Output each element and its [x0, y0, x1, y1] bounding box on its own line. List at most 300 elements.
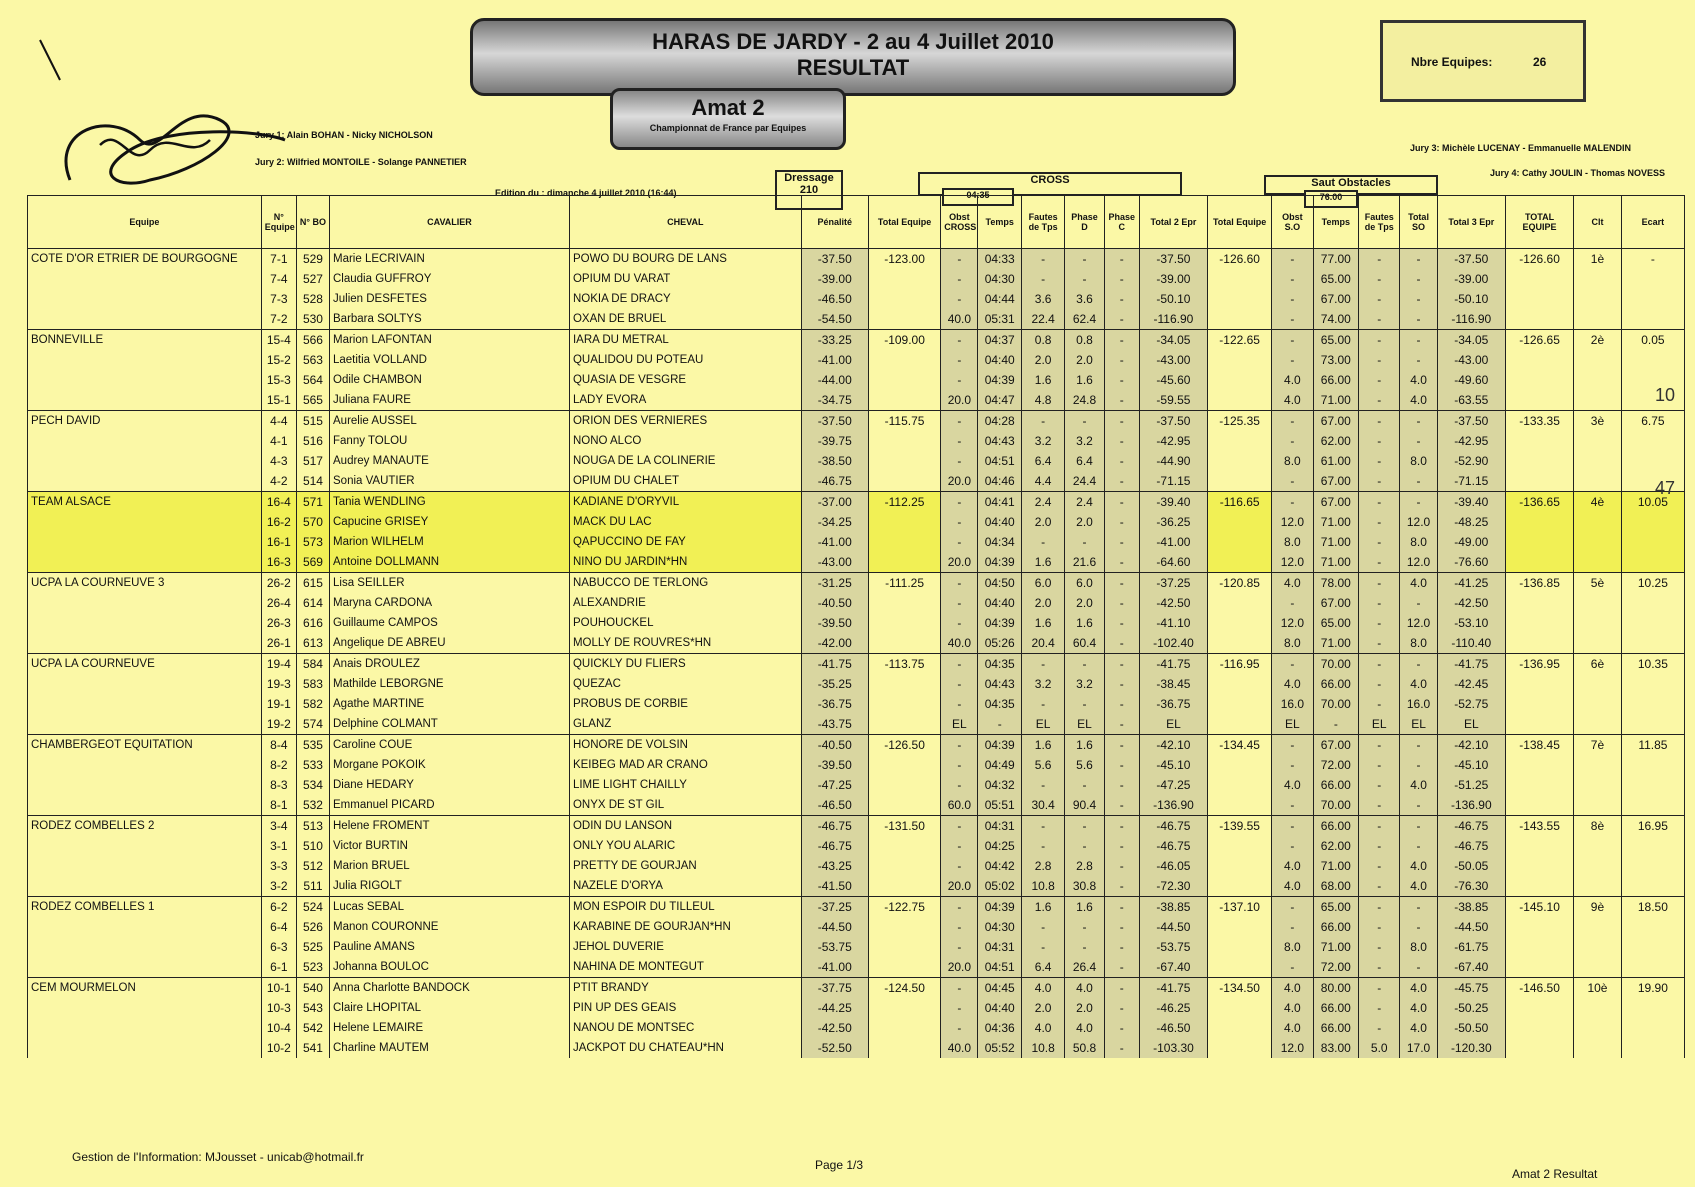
table-cell: KEIBEG MAD AR CRANO	[569, 755, 801, 775]
table-cell: -46.75	[1437, 816, 1505, 837]
table-cell: -42.50	[1139, 593, 1207, 613]
table-cell: 534	[296, 775, 329, 795]
table-cell: -43.75	[801, 714, 868, 735]
table-cell	[1505, 613, 1573, 633]
table-cell: NONO ALCO	[569, 431, 801, 451]
table-cell: -38.45	[1139, 674, 1207, 694]
table-cell: 70.00	[1313, 654, 1359, 675]
table-cell: EL	[1272, 714, 1313, 735]
table-cell	[1621, 775, 1684, 795]
table-cell: Barbara SOLTYS	[330, 309, 570, 330]
saut-time: 76.00	[1319, 192, 1343, 202]
table-cell: -34.75	[801, 390, 868, 411]
table-cell: EL	[1065, 714, 1104, 735]
column-header: N° BO	[296, 196, 329, 249]
table-cell: 564	[296, 370, 329, 390]
table-cell: -	[941, 897, 978, 918]
table-cell: IARA DU METRAL	[569, 330, 801, 351]
table-cell: 4.0	[1400, 775, 1437, 795]
table-cell	[1574, 937, 1622, 957]
table-cell: 532	[296, 795, 329, 816]
table-cell: 16-3	[261, 552, 296, 573]
table-cell: 1.6	[1021, 897, 1064, 918]
table-cell	[1621, 431, 1684, 451]
table-cell: -54.50	[801, 309, 868, 330]
table-row	[28, 431, 1685, 451]
table-cell: 65.00	[1313, 613, 1359, 633]
table-cell	[868, 856, 940, 876]
table-cell: -36.75	[1139, 694, 1207, 714]
table-cell: -	[1400, 836, 1437, 856]
table-cell: -136.90	[1437, 795, 1505, 816]
table-cell: 615	[296, 573, 329, 594]
table-cell: -	[1272, 897, 1313, 918]
table-cell: 68.00	[1313, 876, 1359, 897]
table-cell: 7è	[1574, 735, 1622, 756]
table-row	[28, 897, 1685, 918]
table-cell: 60.0	[941, 795, 978, 816]
table-cell: -	[1359, 775, 1400, 795]
table-cell: -	[941, 330, 978, 351]
table-cell: -	[1021, 694, 1064, 714]
table-cell: 77.00	[1313, 249, 1359, 270]
table-row	[28, 816, 1685, 837]
table-cell: -110.40	[1437, 633, 1505, 654]
table-cell: -	[1065, 836, 1104, 856]
table-cell: -	[941, 654, 978, 675]
table-cell: -52.75	[1437, 694, 1505, 714]
table-cell	[1505, 674, 1573, 694]
table-cell: 12.0	[1400, 552, 1437, 573]
table-cell	[28, 1038, 262, 1058]
column-header: Fautes de Tps	[1359, 196, 1400, 249]
table-cell: -42.50	[1437, 593, 1505, 613]
table-cell: -64.60	[1139, 552, 1207, 573]
table-cell: -46.50	[1139, 1018, 1207, 1038]
column-header: Obst S.O	[1272, 196, 1313, 249]
table-cell	[1505, 998, 1573, 1018]
table-cell: 583	[296, 674, 329, 694]
table-cell: -50.50	[1437, 1018, 1505, 1038]
column-header: Temps	[1313, 196, 1359, 249]
table-cell: 10.25	[1621, 573, 1684, 594]
table-cell: 04:31	[978, 937, 1021, 957]
table-cell: -	[1021, 532, 1064, 552]
table-cell: 90.4	[1065, 795, 1104, 816]
table-cell	[1505, 309, 1573, 330]
table-cell	[28, 1018, 262, 1038]
table-cell: 526	[296, 917, 329, 937]
table-cell: 8.0	[1400, 451, 1437, 471]
table-cell: 4.0	[1400, 998, 1437, 1018]
table-cell	[1621, 836, 1684, 856]
table-cell: 542	[296, 1018, 329, 1038]
table-cell: 04:31	[978, 816, 1021, 837]
table-cell: -	[1359, 390, 1400, 411]
table-cell: 04:45	[978, 978, 1021, 999]
table-cell: -	[1400, 755, 1437, 775]
table-cell: -41.75	[801, 654, 868, 675]
table-cell: 04:36	[978, 1018, 1021, 1038]
table-row	[28, 755, 1685, 775]
table-cell: -42.45	[1437, 674, 1505, 694]
saut-label: Saut Obstacles	[1311, 177, 1391, 189]
table-cell: -	[1104, 674, 1139, 694]
table-cell	[1208, 431, 1272, 451]
table-cell: COTE D'OR ETRIER DE BOURGOGNE	[28, 249, 262, 270]
table-cell: -	[941, 998, 978, 1018]
table-cell: -	[1021, 917, 1064, 937]
table-cell: -42.10	[1437, 735, 1505, 756]
table-row	[28, 978, 1685, 999]
table-cell: 19-4	[261, 654, 296, 675]
table-cell: 20.4	[1021, 633, 1064, 654]
table-cell: 71.00	[1313, 633, 1359, 654]
table-cell: 67.00	[1313, 471, 1359, 492]
table-cell: Marion WILHELM	[330, 532, 570, 552]
column-header: TOTAL EQUIPE	[1505, 196, 1573, 249]
table-cell: -	[1104, 512, 1139, 532]
table-cell: 3.2	[1065, 674, 1104, 694]
column-header: Phase D	[1065, 196, 1104, 249]
table-cell: Johanna BOULOC	[330, 957, 570, 978]
table-cell: -42.95	[1139, 431, 1207, 451]
table-cell: UCPA LA COURNEUVE 3	[28, 573, 262, 594]
table-cell: UCPA LA COURNEUVE	[28, 654, 262, 675]
table-cell: -	[1104, 593, 1139, 613]
table-cell: -	[1104, 269, 1139, 289]
table-cell	[1621, 694, 1684, 714]
table-cell	[868, 1018, 940, 1038]
table-cell: EL	[1021, 714, 1064, 735]
event-title: HARAS DE JARDY - 2 au 4 Juillet 2010	[652, 29, 1054, 54]
table-cell: -45.75	[1437, 978, 1505, 999]
dressage-value: 210	[799, 184, 819, 196]
table-cell: 04:49	[978, 755, 1021, 775]
table-cell: Julia RIGOLT	[330, 876, 570, 897]
table-cell: 12.0	[1272, 1038, 1313, 1058]
table-cell	[1208, 471, 1272, 492]
table-cell: -	[1359, 937, 1400, 957]
table-cell: -42.10	[1139, 735, 1207, 756]
table-cell: 6.4	[1021, 957, 1064, 978]
table-cell: 565	[296, 390, 329, 411]
table-cell: 61.00	[1313, 451, 1359, 471]
table-cell	[28, 674, 262, 694]
table-cell: -41.10	[1139, 613, 1207, 633]
table-cell: 525	[296, 937, 329, 957]
table-cell: -102.40	[1139, 633, 1207, 654]
table-cell: -45.10	[1437, 755, 1505, 775]
table-cell: Audrey MANAUTE	[330, 451, 570, 471]
table-cell: 4.0	[1272, 856, 1313, 876]
table-cell: -35.25	[801, 674, 868, 694]
table-cell: 2.0	[1065, 350, 1104, 370]
table-cell: -112.25	[868, 492, 940, 513]
table-cell: Lisa SEILLER	[330, 573, 570, 594]
footer-info: Gestion de l'Information: MJousset - unicab@hotmail.fr	[72, 1150, 364, 1164]
table-cell: Tania WENDLING	[330, 492, 570, 513]
table-cell: 11.85	[1621, 735, 1684, 756]
table-cell: 517	[296, 451, 329, 471]
table-cell: EL	[1437, 714, 1505, 735]
table-cell: POUHOUCKEL	[569, 613, 801, 633]
table-cell: -46.75	[1437, 836, 1505, 856]
table-cell: -	[941, 937, 978, 957]
table-cell: -	[1104, 735, 1139, 756]
table-cell: 04:46	[978, 471, 1021, 492]
column-header: N° Equipe	[261, 196, 296, 249]
table-cell: 3è	[1574, 411, 1622, 432]
table-cell: -	[1272, 492, 1313, 513]
table-row	[28, 309, 1685, 330]
table-cell	[1505, 532, 1573, 552]
table-cell: 543	[296, 998, 329, 1018]
table-cell: -	[1359, 876, 1400, 897]
column-header: Obst CROSS	[941, 196, 978, 249]
table-cell: -143.55	[1505, 816, 1573, 837]
table-cell: -43.00	[801, 552, 868, 573]
table-cell: -	[1400, 411, 1437, 432]
table-cell: 8.0	[1400, 532, 1437, 552]
table-cell: -116.90	[1437, 309, 1505, 330]
table-cell: 4.0	[1400, 573, 1437, 594]
team-count-value: 26	[1533, 55, 1547, 69]
table-cell: 19-3	[261, 674, 296, 694]
table-cell: Manon COURONNE	[330, 917, 570, 937]
table-cell: 26.4	[1065, 957, 1104, 978]
table-cell: 1.6	[1065, 735, 1104, 756]
table-cell: -37.50	[1437, 249, 1505, 270]
table-cell: 04:33	[978, 249, 1021, 270]
table-cell: -	[1359, 269, 1400, 289]
table-cell: Delphine COLMANT	[330, 714, 570, 735]
table-cell: 3.6	[1021, 289, 1064, 309]
table-cell: 4.0	[1400, 876, 1437, 897]
table-cell	[1208, 937, 1272, 957]
table-cell: -	[1359, 431, 1400, 451]
table-cell: 66.00	[1313, 370, 1359, 390]
table-cell: LADY EVORA	[569, 390, 801, 411]
table-cell: 18.50	[1621, 897, 1684, 918]
table-cell: 04:51	[978, 451, 1021, 471]
table-cell: 0.05	[1621, 330, 1684, 351]
table-cell: -	[1104, 795, 1139, 816]
table-cell: 529	[296, 249, 329, 270]
table-cell: -	[1400, 816, 1437, 837]
table-row	[28, 714, 1685, 735]
table-row	[28, 451, 1685, 471]
table-cell: 74.00	[1313, 309, 1359, 330]
table-cell: -	[1400, 492, 1437, 513]
table-cell: 540	[296, 978, 329, 999]
table-cell	[28, 532, 262, 552]
table-cell: Angelique DE ABREU	[330, 633, 570, 654]
table-cell: 4.0	[1272, 390, 1313, 411]
table-cell: -	[1400, 269, 1437, 289]
table-cell: 513	[296, 816, 329, 837]
table-cell: 8-4	[261, 735, 296, 756]
table-cell: 20.0	[941, 390, 978, 411]
table-cell	[1621, 593, 1684, 613]
table-cell: 04:37	[978, 330, 1021, 351]
table-cell: -	[941, 836, 978, 856]
table-cell: -116.65	[1208, 492, 1272, 513]
table-cell: PRETTY DE GOURJAN	[569, 856, 801, 876]
table-cell: -	[941, 431, 978, 451]
table-cell: -	[941, 370, 978, 390]
table-cell	[1621, 350, 1684, 370]
table-cell: 614	[296, 593, 329, 613]
table-cell: 65.00	[1313, 330, 1359, 351]
table-cell: -	[1104, 330, 1139, 351]
column-header: Clt	[1574, 196, 1622, 249]
table-cell: -	[1104, 552, 1139, 573]
table-cell	[1621, 552, 1684, 573]
table-cell: 04:25	[978, 836, 1021, 856]
table-cell: 19-1	[261, 694, 296, 714]
category-banner	[610, 88, 846, 150]
table-cell: -	[1313, 714, 1359, 735]
table-cell: -	[1359, 735, 1400, 756]
table-cell: -46.50	[801, 795, 868, 816]
table-cell	[1208, 998, 1272, 1018]
table-cell: 20.0	[941, 471, 978, 492]
results-table	[27, 195, 1685, 1058]
table-cell: -	[1359, 836, 1400, 856]
table-cell: 26-1	[261, 633, 296, 654]
table-cell	[868, 431, 940, 451]
team-count-box	[1380, 20, 1586, 102]
table-cell: -	[1021, 654, 1064, 675]
table-cell: -53.75	[1139, 937, 1207, 957]
table-cell: -	[941, 593, 978, 613]
table-cell: 1.6	[1065, 613, 1104, 633]
table-cell: -	[1065, 411, 1104, 432]
table-cell: -	[941, 512, 978, 532]
table-cell	[1208, 755, 1272, 775]
table-cell: 527	[296, 269, 329, 289]
table-cell: 8.0	[1272, 937, 1313, 957]
table-cell: -	[941, 735, 978, 756]
table-cell: -	[1104, 694, 1139, 714]
table-cell: 05:52	[978, 1038, 1021, 1058]
table-cell: -51.25	[1437, 775, 1505, 795]
table-cell: 5.6	[1021, 755, 1064, 775]
table-cell: 512	[296, 856, 329, 876]
table-cell: 04:40	[978, 350, 1021, 370]
table-cell	[1621, 633, 1684, 654]
column-header: Ecart	[1621, 196, 1684, 249]
table-cell: 10.05	[1621, 492, 1684, 513]
table-cell: 515	[296, 411, 329, 432]
table-cell	[1505, 876, 1573, 897]
table-cell: 16.0	[1400, 694, 1437, 714]
table-cell: -	[1359, 249, 1400, 270]
table-cell: 67.00	[1313, 593, 1359, 613]
table-cell: 6.75	[1621, 411, 1684, 432]
table-cell	[1574, 795, 1622, 816]
table-cell: -46.25	[1139, 998, 1207, 1018]
table-cell	[1574, 1018, 1622, 1038]
table-cell: 67.00	[1313, 492, 1359, 513]
footer-doc-name: Amat 2 Resultat	[1512, 1167, 1598, 1181]
table-cell: 04:41	[978, 492, 1021, 513]
table-cell: -	[1104, 471, 1139, 492]
table-cell: -	[1021, 249, 1064, 270]
table-cell: 5.6	[1065, 755, 1104, 775]
table-row	[28, 249, 1685, 270]
table-cell: -126.50	[868, 735, 940, 756]
table-cell: 4.0	[1400, 390, 1437, 411]
table-cell: 60.4	[1065, 633, 1104, 654]
table-cell	[1621, 856, 1684, 876]
cross-time: 04:35	[966, 190, 990, 200]
table-cell: -	[1400, 897, 1437, 918]
table-cell: NOUGA DE LA COLINERIE	[569, 451, 801, 471]
table-cell: 7-3	[261, 289, 296, 309]
table-cell: -116.90	[1139, 309, 1207, 330]
table-cell: 72.00	[1313, 957, 1359, 978]
table-cell: PECH DAVID	[28, 411, 262, 432]
jury-1: Jury 1: Alain BOHAN - Nicky NICHOLSON	[255, 130, 433, 140]
table-cell: 67.00	[1313, 411, 1359, 432]
table-cell: -	[1359, 917, 1400, 937]
table-cell: -	[941, 694, 978, 714]
table-cell: -	[941, 249, 978, 270]
table-cell: -113.75	[868, 654, 940, 675]
table-cell: BONNEVILLE	[28, 330, 262, 351]
table-row	[28, 836, 1685, 856]
table-cell: -134.45	[1208, 735, 1272, 756]
table-cell: -	[1359, 613, 1400, 633]
column-header: Fautes de Tps	[1021, 196, 1064, 249]
table-cell: HONORE DE VOLSIN	[569, 735, 801, 756]
table-cell: 04:44	[978, 289, 1021, 309]
table-cell	[1505, 593, 1573, 613]
table-cell	[28, 957, 262, 978]
table-cell: 514	[296, 471, 329, 492]
table-cell: Agathe MARTINE	[330, 694, 570, 714]
table-cell	[1621, 755, 1684, 775]
table-cell: -	[1400, 471, 1437, 492]
table-cell: -	[1272, 330, 1313, 351]
table-cell: -61.75	[1437, 937, 1505, 957]
table-cell: -	[941, 816, 978, 837]
table-cell: 2.0	[1021, 512, 1064, 532]
table-cell: 2.4	[1065, 492, 1104, 513]
table-cell	[1208, 714, 1272, 735]
table-cell	[868, 876, 940, 897]
table-cell: 04:35	[978, 654, 1021, 675]
table-cell: -	[941, 856, 978, 876]
table-cell: -44.25	[801, 998, 868, 1018]
column-header: Total 3 Epr	[1437, 196, 1505, 249]
table-cell: Diane HEDARY	[330, 775, 570, 795]
table-cell: 04:39	[978, 613, 1021, 633]
signature-scribble	[30, 30, 290, 200]
table-cell: -	[1021, 937, 1064, 957]
table-cell: -	[1272, 816, 1313, 837]
table-cell: -43.25	[801, 856, 868, 876]
table-cell: -44.50	[801, 917, 868, 937]
table-row	[28, 471, 1685, 492]
table-cell: 4-2	[261, 471, 296, 492]
table-cell: -44.90	[1139, 451, 1207, 471]
table-cell: 510	[296, 836, 329, 856]
table-cell: -	[1065, 532, 1104, 552]
table-cell	[1574, 451, 1622, 471]
